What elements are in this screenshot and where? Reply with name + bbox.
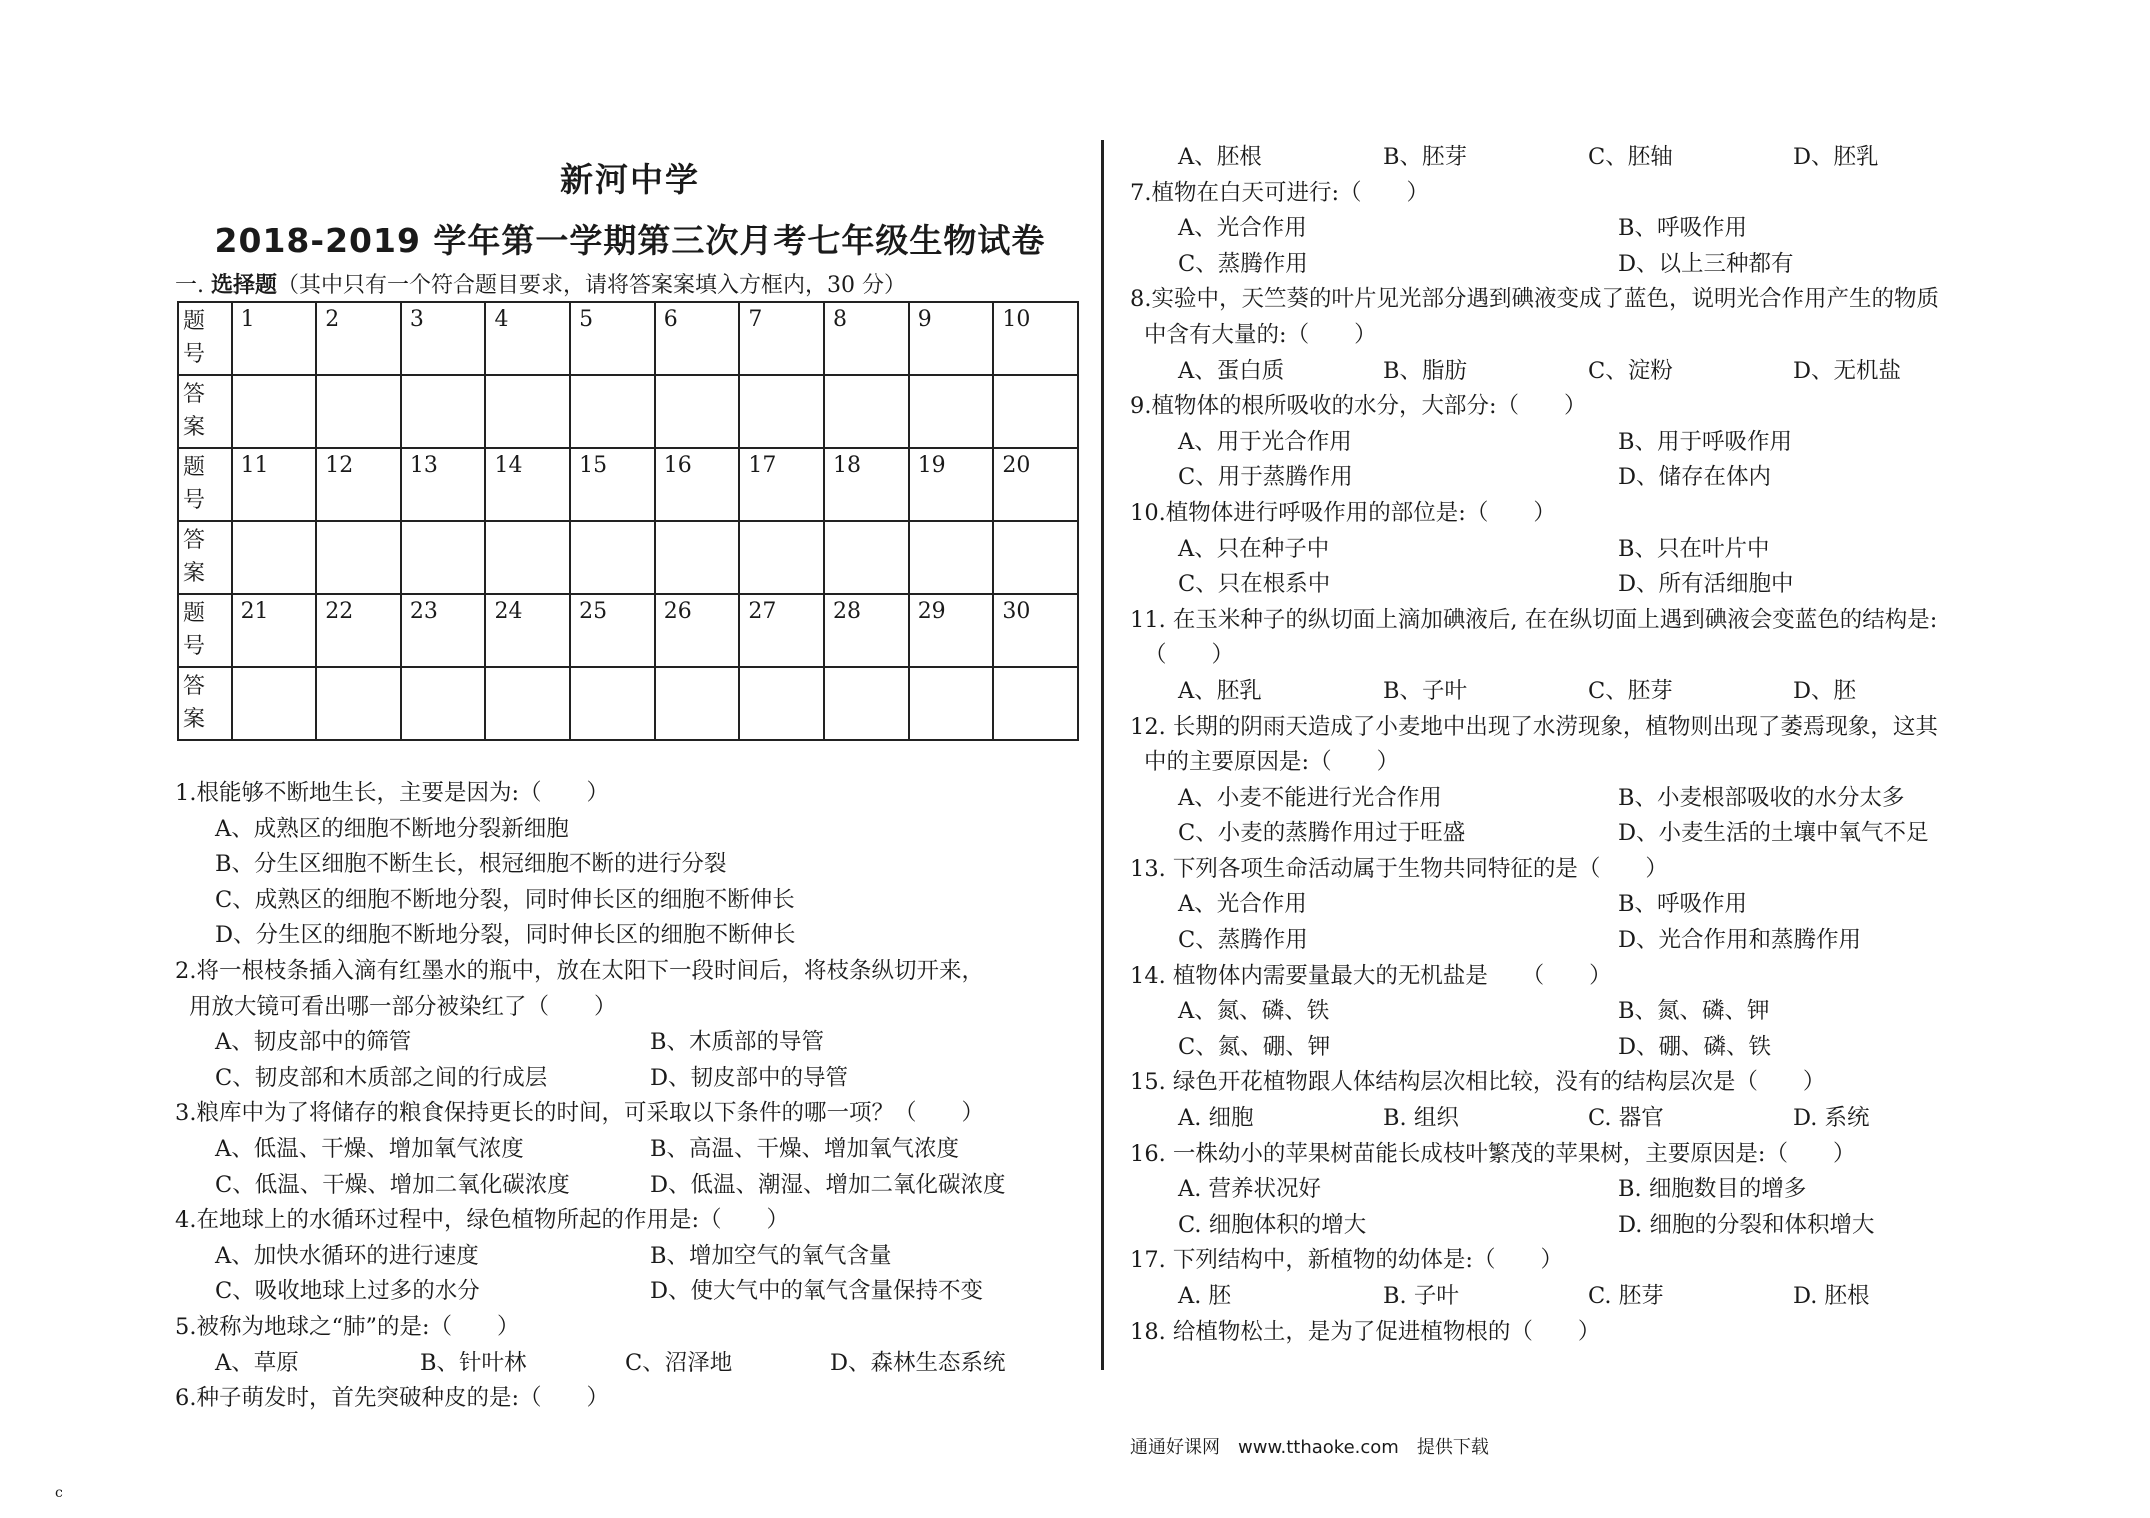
- answer-option: A、只在种子中: [1178, 535, 1330, 562]
- answer-option: A、胚乳: [1178, 677, 1262, 704]
- answer-label-cell: 答案: [178, 667, 232, 740]
- question-stem: 15. 绿色开花植物跟人体结构层次相比较，没有的结构层次是（ ）: [1130, 1069, 1826, 1096]
- answer-cell[interactable]: [655, 521, 740, 594]
- question-stem: 4.在地球上的水循环过程中，绿色植物所起的作用是:（ ）: [175, 1207, 790, 1234]
- answer-cell[interactable]: [232, 521, 317, 594]
- answer-option: D、以上三种都有: [1618, 250, 1794, 277]
- question-number-cell: 12: [316, 448, 401, 521]
- question-number-cell: 26: [655, 594, 740, 667]
- question: [175, 1203, 1085, 1310]
- answer-cell[interactable]: [316, 375, 401, 448]
- question: [1130, 710, 2070, 852]
- answer-cell[interactable]: [316, 521, 401, 594]
- answer-option: C、胚轴: [1588, 144, 1673, 170]
- question-number-cell: 17: [739, 448, 824, 521]
- answer-cell[interactable]: [401, 375, 486, 448]
- question-number-cell: 20: [993, 448, 1078, 521]
- answer-option: B、呼吸作用: [1618, 891, 1748, 918]
- answer-option: D、所有活细胞中: [1618, 571, 1794, 598]
- question-stem: 2.将一根枝条插入滴有红墨水的瓶中，放在太阳下一段时间后，将枝条纵切开来，: [175, 957, 984, 984]
- option-line: [175, 1132, 1085, 1168]
- question: [175, 1381, 1085, 1417]
- answer-cell[interactable]: [316, 667, 401, 740]
- answer-option: D. 细胞的分裂和体积增大: [1618, 1211, 1875, 1238]
- section-heading: [175, 268, 1085, 299]
- option-line: [1130, 1172, 2070, 1208]
- column-divider: [1101, 140, 1104, 1370]
- question-stem: 12. 长期的阴雨天造成了小麦地中出现了水涝现象，植物则出现了萎焉现象，这其: [1130, 713, 1938, 740]
- section-note: （其中只有一个符合题目要求，请将答案案填入方框内，30 分）: [277, 273, 907, 298]
- right-column: [1130, 140, 2070, 1350]
- question-stem: 11. 在玉米种子的纵切面上滴加碘液后, 在在纵切面上遇到碘液会变蓝色的结构是:: [1130, 606, 1938, 633]
- answer-option: C、用于蒸腾作用: [1178, 464, 1353, 491]
- answer-option: B、呼吸作用: [1618, 215, 1748, 242]
- answer-cell[interactable]: [824, 667, 909, 740]
- option-line: [1130, 674, 2070, 710]
- answer-cell[interactable]: [570, 521, 655, 594]
- question-number-cell: 23: [401, 594, 486, 667]
- answer-option: A、胚根: [1178, 144, 1262, 170]
- question-label-cell: 题号: [178, 448, 232, 521]
- question-number-cell: 6: [655, 302, 740, 375]
- question-number-cell: 4: [485, 302, 570, 375]
- answer-option: D、韧皮部中的导管: [650, 1064, 849, 1091]
- question-number-cell: 10: [993, 302, 1078, 375]
- option-line: [1130, 247, 2070, 283]
- corner-mark: c: [55, 1485, 63, 1501]
- option-line: [175, 1239, 1085, 1275]
- answer-row: [178, 375, 1078, 448]
- question: [1130, 959, 2070, 1066]
- question-stem: 7.植物在白天可进行:（ ）: [1130, 179, 1430, 206]
- section-prefix: 一.: [175, 273, 204, 298]
- answer-option: C、蒸腾作用: [1178, 250, 1308, 277]
- option-line: [175, 812, 1085, 848]
- answer-cell[interactable]: [655, 375, 740, 448]
- question-stem: 14. 植物体内需要量最大的无机盐是 （ ）: [1130, 962, 1612, 989]
- option-line: [1130, 923, 2070, 959]
- answer-option: C、淀粉: [1588, 357, 1673, 384]
- question: [1130, 176, 2070, 283]
- answer-option: A. 细胞: [1178, 1105, 1254, 1132]
- left-questions: [175, 776, 1085, 1417]
- question-stem: 5.被称为地球之“肺”的是:（ ）: [175, 1313, 520, 1340]
- answer-option: A、低温、干燥、增加氧气浓度: [215, 1135, 524, 1162]
- answer-cell[interactable]: [485, 667, 570, 740]
- answer-row: [178, 667, 1078, 740]
- question-number-cell: 9: [909, 302, 994, 375]
- option-line: [175, 1025, 1085, 1061]
- answer-option: D、胚乳: [1793, 144, 1879, 170]
- question-number-cell: 19: [909, 448, 994, 521]
- question-stem: 1.根能够不断地生长，主要是因为:（ ）: [175, 780, 610, 806]
- question: [1130, 603, 2070, 710]
- option-line: [175, 1168, 1085, 1204]
- question-number-cell: 25: [570, 594, 655, 667]
- school-name: 新河中学: [560, 160, 700, 199]
- question-label-cell: 题号: [178, 302, 232, 375]
- question-number-row: [178, 448, 1078, 521]
- option-line: [1130, 781, 2070, 817]
- answer-cell[interactable]: [485, 521, 570, 594]
- answer-cell[interactable]: [570, 375, 655, 448]
- answer-option: B、氮、磷、钾: [1618, 998, 1770, 1025]
- left-column: [175, 150, 1085, 1417]
- answer-option: A、用于光合作用: [1178, 428, 1352, 455]
- option-line: [1130, 1208, 2070, 1244]
- option-line: [1130, 816, 2070, 852]
- question-number-cell: 30: [993, 594, 1078, 667]
- question-number-cell: 13: [401, 448, 486, 521]
- question: [1130, 389, 2070, 496]
- question: [1130, 1065, 2070, 1136]
- section-title: 选择题: [211, 273, 278, 298]
- answer-option: B. 细胞数目的增多: [1618, 1176, 1807, 1203]
- option-line: [175, 918, 1085, 954]
- answer-option: A、加快水循环的进行速度: [215, 1242, 479, 1269]
- question: [175, 776, 1085, 954]
- question-number-cell: 16: [655, 448, 740, 521]
- answer-option: C、成熟区的细胞不断地分裂，同时伸长区的细胞不断伸长: [215, 886, 795, 913]
- answer-option: A、成熟区的细胞不断地分裂新细胞: [215, 815, 569, 842]
- question-stem: 3.粮库中为了将储存的粮食保持更长的时间，可采取以下条件的哪一项？（ ）: [175, 1100, 984, 1127]
- answer-cell[interactable]: [401, 521, 486, 594]
- answer-option: B、木质部的导管: [650, 1029, 825, 1056]
- option-line: [1130, 425, 2070, 461]
- answer-cell[interactable]: [485, 375, 570, 448]
- answer-cell[interactable]: [993, 521, 1078, 594]
- answer-cell[interactable]: [739, 667, 824, 740]
- answer-cell[interactable]: [909, 521, 994, 594]
- answer-option: B、针叶林: [420, 1349, 527, 1376]
- answer-option: A、小麦不能进行光合作用: [1178, 784, 1442, 811]
- option-line: [1130, 532, 2070, 568]
- answer-cell[interactable]: [655, 667, 740, 740]
- answer-option: C、沼泽地: [625, 1349, 733, 1376]
- question: [1130, 1137, 2070, 1244]
- question-number-cell: 14: [485, 448, 570, 521]
- answer-option: C、吸收地球上过多的水分: [215, 1278, 480, 1305]
- answer-option: D、小麦生活的土壤中氧气不足: [1618, 820, 1929, 847]
- option-line: [1130, 354, 2070, 390]
- question-number-row: [178, 594, 1078, 667]
- answer-cell[interactable]: [824, 375, 909, 448]
- question-number-cell: 2: [316, 302, 401, 375]
- answer-option: D、无机盐: [1793, 357, 1902, 384]
- question-number-cell: 27: [739, 594, 824, 667]
- answer-option: A. 胚: [1178, 1283, 1232, 1309]
- option-line: [175, 1274, 1085, 1310]
- question: [175, 954, 1085, 1096]
- answer-cell[interactable]: [993, 375, 1078, 448]
- option-line: [1130, 460, 2070, 496]
- question: [175, 1310, 1085, 1381]
- answer-option: B、高温、干燥、增加氧气浓度: [650, 1135, 960, 1162]
- answer-label-cell: 答案: [178, 521, 232, 594]
- answer-cell[interactable]: [824, 521, 909, 594]
- answer-cell[interactable]: [232, 667, 317, 740]
- question: [1130, 140, 2070, 176]
- option-line: [175, 847, 1085, 883]
- question-number-cell: 18: [824, 448, 909, 521]
- answer-option: C. 细胞体积的增大: [1178, 1211, 1367, 1238]
- option-line: [1130, 994, 2070, 1030]
- answer-option: C、低温、干燥、增加二氧化碳浓度: [215, 1171, 570, 1198]
- answer-cell[interactable]: [739, 521, 824, 594]
- answer-option: C. 胚芽: [1588, 1283, 1664, 1309]
- question-number-cell: 3: [401, 302, 486, 375]
- question-stem: 9.植物体的根所吸收的水分，大部分:（ ）: [1130, 393, 1587, 420]
- answer-option: B、胚芽: [1383, 144, 1468, 170]
- answer-option: A、韧皮部中的筛管: [215, 1029, 412, 1056]
- question-number-row: [178, 302, 1078, 375]
- question-stem-continued: 用放大镜可看出哪一部分被染红了（ ）: [189, 993, 617, 1020]
- question-number-cell: 22: [316, 594, 401, 667]
- question-number-cell: 21: [232, 594, 317, 667]
- answer-option: B、脂肪: [1383, 357, 1468, 384]
- answer-option: B. 组织: [1383, 1105, 1459, 1132]
- question-stem: 17. 下列结构中，新植物的幼体是:（ ）: [1130, 1247, 1564, 1274]
- question-number-cell: 24: [485, 594, 570, 667]
- answer-option: B、只在叶片中: [1618, 535, 1770, 562]
- option-line: [1130, 1101, 2070, 1137]
- answer-cell[interactable]: [993, 667, 1078, 740]
- question: [1130, 496, 2070, 603]
- question-number-cell: 28: [824, 594, 909, 667]
- answer-option: C、氮、硼、钾: [1178, 1033, 1331, 1060]
- answer-cell[interactable]: [909, 375, 994, 448]
- answer-cell[interactable]: [739, 375, 824, 448]
- question-number-cell: 11: [232, 448, 317, 521]
- answer-option: D、胚: [1793, 677, 1857, 704]
- option-line: [1130, 887, 2070, 923]
- answer-cell[interactable]: [401, 667, 486, 740]
- option-line: [1130, 567, 2070, 603]
- answer-option: C. 器官: [1588, 1105, 1664, 1132]
- answer-row: [178, 521, 1078, 594]
- option-line: [1130, 211, 2070, 247]
- answer-option: D. 胚根: [1793, 1283, 1870, 1309]
- answer-option: C、韧皮部和木质部之间的行成层: [215, 1064, 548, 1091]
- question-stem-continued: 中含有大量的:（ ）: [1144, 321, 1377, 348]
- answer-label-cell: 答案: [178, 375, 232, 448]
- question: [1130, 1243, 2070, 1314]
- answer-option: D、低温、潮湿、增加二氧化碳浓度: [650, 1171, 1006, 1198]
- option-line: [175, 883, 1085, 919]
- answer-table: [177, 301, 1079, 741]
- answer-cell[interactable]: [570, 667, 655, 740]
- question-stem: 18. 给植物松土，是为了促进植物根的（ ）: [1130, 1318, 1601, 1345]
- option-line: [175, 1346, 1085, 1382]
- answer-option: A、光合作用: [1178, 891, 1307, 918]
- answer-option: A、氮、磷、铁: [1178, 998, 1330, 1025]
- question-number-cell: 7: [739, 302, 824, 375]
- option-line: [1130, 140, 2070, 176]
- answer-option: D、光合作用和蒸腾作用: [1618, 927, 1862, 954]
- answer-option: B、小麦根部吸收的水分太多: [1618, 784, 1905, 811]
- question: [175, 1096, 1085, 1203]
- answer-cell[interactable]: [909, 667, 994, 740]
- answer-option: D、硼、磷、铁: [1618, 1033, 1772, 1060]
- question-number-cell: 15: [570, 448, 655, 521]
- answer-option: B、增加空气的氧气含量: [650, 1242, 892, 1269]
- question: [1130, 1315, 2070, 1351]
- answer-option: B、子叶: [1383, 677, 1468, 704]
- exam-title: 2018-2019 学年第一学期第三次月考七年级生物试卷: [214, 221, 1046, 260]
- option-line: [1130, 1279, 2070, 1315]
- question-number-cell: 29: [909, 594, 994, 667]
- answer-option: D、储存在体内: [1618, 464, 1772, 491]
- answer-option: B. 子叶: [1383, 1283, 1459, 1309]
- question-stem: 6.种子萌发时，首先突破种皮的是:（ ）: [175, 1385, 610, 1412]
- question-number-cell: 1: [232, 302, 317, 375]
- question-label-cell: 题号: [178, 594, 232, 667]
- question-number-cell: 8: [824, 302, 909, 375]
- answer-option: D、分生区的细胞不断地分裂，同时伸长区的细胞不断伸长: [215, 922, 796, 949]
- answer-option: D、使大气中的氧气含量保持不变: [650, 1278, 984, 1305]
- answer-option: A. 营养状况好: [1178, 1176, 1322, 1203]
- answer-option: D. 系统: [1793, 1105, 1870, 1132]
- question-stem: 8.实验中，天竺葵的叶片见光部分遇到碘液变成了蓝色，说明光合作用产生的物质: [1130, 286, 1939, 313]
- question-stem-continued: （ ）: [1144, 642, 1235, 669]
- answer-option: B、用于呼吸作用: [1618, 428, 1793, 455]
- answer-option: C、只在根系中: [1178, 571, 1331, 598]
- right-questions: [1130, 140, 2070, 1350]
- answer-option: C、小麦的蒸腾作用过于旺盛: [1178, 820, 1466, 847]
- question: [1130, 852, 2070, 959]
- question-stem-continued: 中的主要原因是:（ ）: [1144, 749, 1400, 776]
- answer-option: A、光合作用: [1178, 215, 1307, 242]
- footer-text: 通通好课网 www.tthaoke.com 提供下载: [1130, 1437, 1489, 1458]
- answer-option: B、分生区细胞不断生长，根冠细胞不断的进行分裂: [215, 851, 727, 878]
- answer-option: C、胚芽: [1588, 677, 1673, 704]
- answer-cell[interactable]: [232, 375, 317, 448]
- answer-option: A、蛋白质: [1178, 357, 1285, 384]
- answer-option: D、森林生态系统: [830, 1349, 1006, 1376]
- question: [1130, 282, 2070, 389]
- option-line: [175, 1061, 1085, 1097]
- question-stem: 16. 一株幼小的苹果树苗能长成枝叶繁茂的苹果树，主要原因是:（ ）: [1130, 1140, 1856, 1167]
- question-stem: 13. 下列各项生命活动属于生物共同特征的是（ ）: [1130, 855, 1668, 882]
- answer-option: A、草原: [215, 1349, 299, 1376]
- option-line: [1130, 1030, 2070, 1066]
- answer-option: C、蒸腾作用: [1178, 927, 1308, 954]
- question-number-cell: 5: [570, 302, 655, 375]
- question-stem: 10.植物体进行呼吸作用的部位是:（ ）: [1130, 499, 1556, 526]
